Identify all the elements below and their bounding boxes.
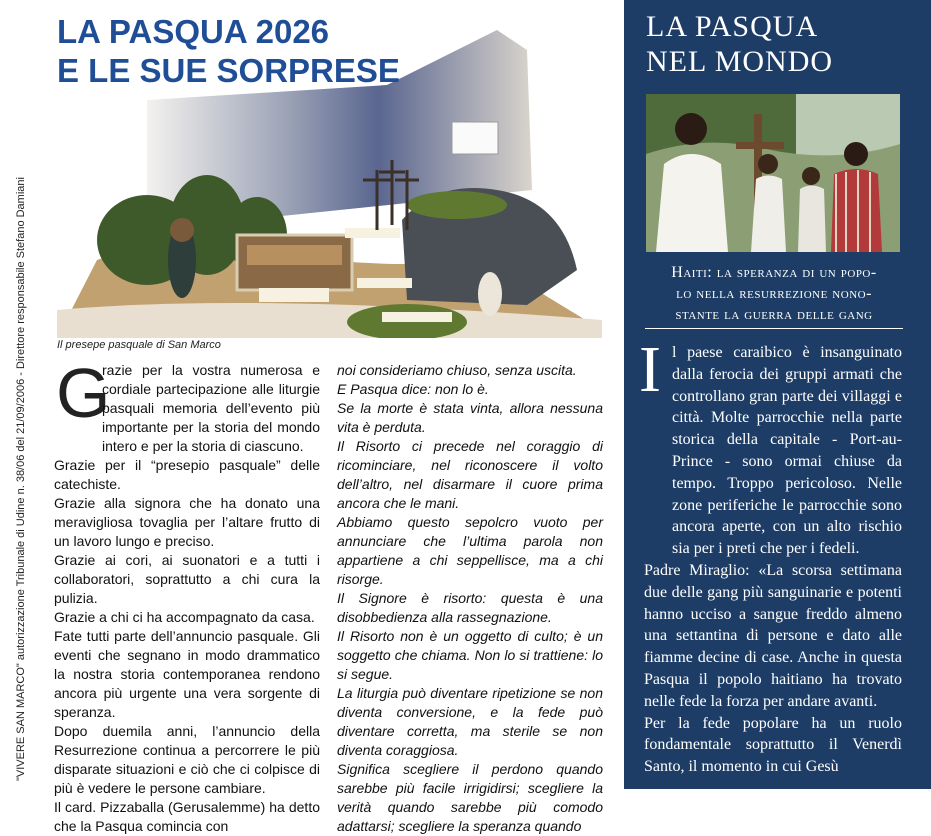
article-paragraph: Se la morte è stata vinta, allora nessuna vita è perduta. [337, 400, 603, 435]
sidebar-subtitle-line: stante la guerra delle gang [645, 304, 903, 329]
vertical-credit-line: "VIVERE SAN MARCO" autorizzazione Tribunale di Udine n. 38/06 del 21/09/2006 - Direttore responsabile Stefano Damiani [15, 177, 27, 781]
article-paragraph: Il card. Pizzaballa (Gerusalemme) ha detto che la Pasqua comincia con [54, 799, 320, 834]
sidebar-subtitle-line: Haiti: la speranza di un popo- [671, 264, 877, 281]
sidebar-subtitle-line: lo nella resurrezione nono- [676, 285, 872, 302]
article-column-1 [54, 361, 320, 836]
article-paragraph: Dopo duemila anni, l’annuncio della Resurrezione continua a percorrere le più disparate situazioni e ciò che ci colpisce di più è vedere le persone cambiare. [54, 723, 320, 796]
article-paragraph: La liturgia può diventare ripetizione se non diventa conversione, e la fede può diventare corretta, ma sterile se non diventa coraggiosa. [337, 685, 603, 758]
article-column-2 [337, 361, 603, 836]
article-dropcap: G [56, 354, 111, 432]
article-first-paragraph: razie per la vostra numerosa e cordiale partecipazione alle liturgie pasquali memoria dell’evento più importante per la storia del mondo intero e per la storia di ciascuno. [102, 362, 320, 454]
article-paragraph: Significa scegliere il perdono quando sarebbe più facile irrigidirsi; scegliere la verità quando sarebbe più comodo adattarsi; scegliere la speranza quando [337, 761, 603, 834]
article-paragraph: E Pasqua dice: non lo è. [337, 381, 489, 397]
article-paragraph: Abbiamo questo sepolcro vuoto per annunciare che l’ultima parola non appartiene a chi seppellisce, ma a chi risorge. [337, 514, 603, 587]
article-paragraph: Il Signore è risorto: questa è una disobbedienza alla rassegnazione. [337, 590, 603, 625]
article-paragraph: Fate tutti parte dell’annuncio pasquale. Gli eventi che segnano in modo drammatico la nostra storia contemporanea rendono ancora più urgente una vera sorgente di speranza. [54, 628, 320, 720]
article-paragraph: Grazie per il “presepio pasquale” delle catechiste. [54, 457, 320, 492]
article-paragraph: Il Risorto ci precede nel coraggio di ricominciare, nel riconoscere il volto dell’altro, nel disarmare il cuore prima ancora che le mani. [337, 438, 603, 511]
article-paragraph: noi consideriamo chiuso, senza uscita. [337, 362, 577, 378]
sidebar-first-paragraph: l paese caraibico è insanguinato dalla ferocia dei gruppi armati che controllano gran parte dei villaggi e città. Molte parrocchie nella parte storica della capitale - Port-au-Prince - sono ormai chiuse da tempo. Troppo pericoloso. Nelle zone periferiche le parrocchie sono ancora aperte, con un alto rischio sia per i preti che per i fedeli. [672, 344, 902, 558]
article-paragraph: Grazie ai cori, ai suonatori e a tutti i collaboratori, soprattutto a chi cura la pulizia. [54, 552, 320, 606]
sidebar-title-line-2: NEL MONDO [646, 45, 834, 78]
headline-line-2: E LE SUE SORPRESE [57, 52, 400, 89]
headline-line-1: LA PASQUA 2026 [57, 13, 330, 50]
article-headline [57, 12, 457, 90]
article-paragraph: Grazie a chi ci ha accompagnato da casa. [54, 609, 315, 625]
sidebar-title [646, 9, 833, 79]
photo-caption: Il presepe pasquale di San Marco [57, 339, 221, 351]
sidebar-paragraph: Per la fede popolare ha un ruolo fondamentale soprattutto il Venerdì Santo, il momento in cui Gesù [644, 714, 902, 776]
sidebar-subtitle [645, 262, 903, 329]
sidebar-paragraph: Padre Miraglio: «La scorsa settimana due delle gang più sanguinarie e potenti hanno ucciso a sangue freddo almeno una settantina di persone e dato alle fiamme decine di case. Anche in questa Pasqua il popolo haitiano ha trovato nelle fede la forza per andare avanti. [644, 561, 902, 710]
sidebar-body [644, 342, 902, 778]
haiti-procession-photo [646, 94, 900, 252]
article-paragraph: Grazie alla signora che ha donato una meravigliosa tovaglia per l’altare frutto di un lavoro lungo e preciso. [54, 495, 320, 549]
sidebar-title-line-1: LA PASQUA [646, 10, 819, 43]
article-paragraph: Il Risorto non è un oggetto di culto; è un soggetto che chiama. Non lo si trattiene: lo si segue. [337, 628, 603, 682]
procession-illustration [646, 94, 900, 252]
sidebar-dropcap: I [639, 333, 661, 406]
